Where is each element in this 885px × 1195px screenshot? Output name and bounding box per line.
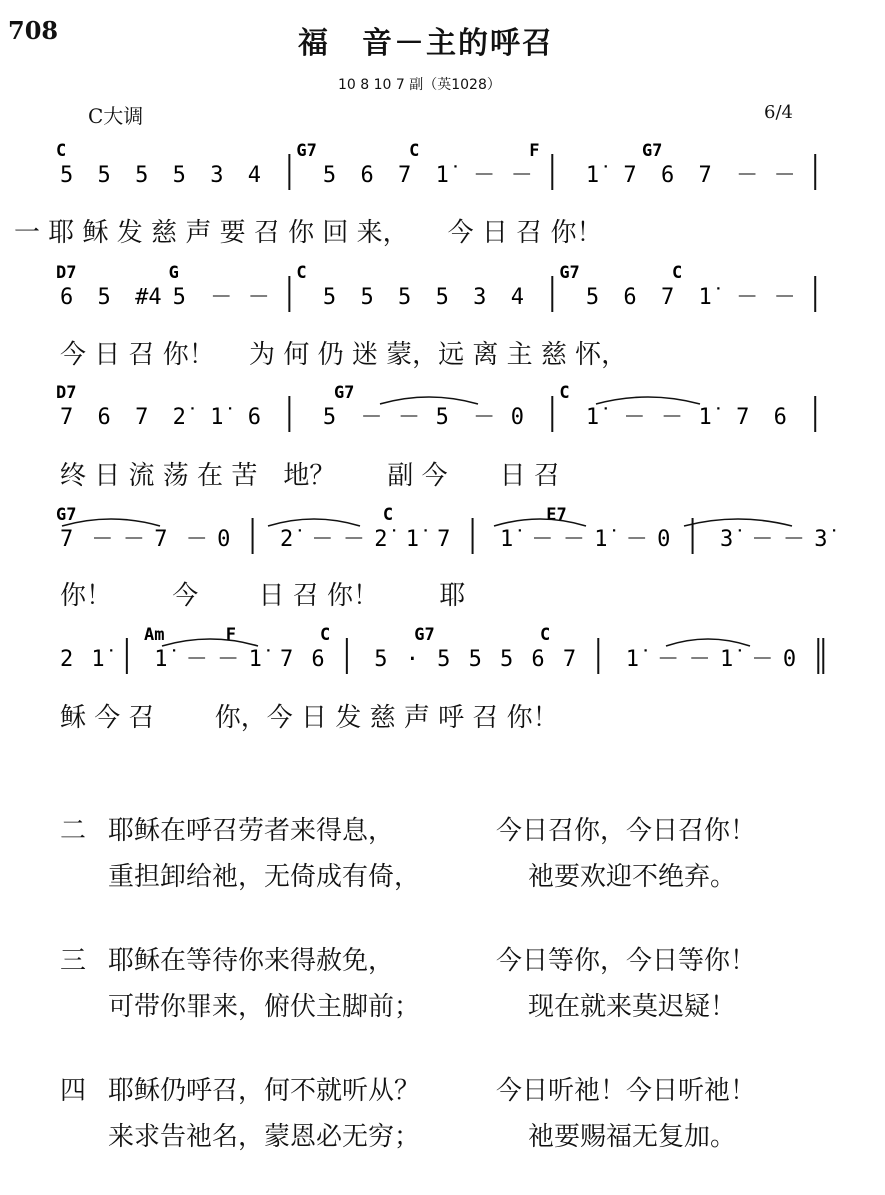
note: － (311, 527, 334, 552)
verse-line: 祂要欢迎不绝弃。 (528, 862, 737, 892)
hymn-number: 708 (8, 16, 59, 45)
note: － (736, 163, 759, 188)
chord-symbol: D7 (56, 383, 77, 403)
key-signature: C大调 (88, 104, 144, 128)
chord-symbol: F (529, 141, 540, 161)
note: － (751, 527, 774, 552)
note: － (210, 285, 233, 310)
note: － (360, 405, 383, 430)
note: #4 (135, 285, 162, 310)
note: 1̇ (720, 647, 734, 672)
note: 5 (172, 285, 186, 310)
verse-number: 三 (60, 946, 87, 976)
note: 1̇ (405, 527, 419, 552)
note: 1̇ (435, 163, 449, 188)
chord-symbol: E7 (546, 505, 567, 525)
note: 5 (468, 647, 482, 672)
slur-arc (62, 519, 160, 526)
note: － (342, 527, 365, 552)
note: 7 (437, 527, 451, 552)
note: 5 (435, 285, 449, 310)
note: 5 (585, 285, 600, 310)
note: 1̇ (585, 405, 600, 430)
note: － (688, 647, 711, 672)
note: 3̇ (814, 527, 828, 552)
chord-symbol: C (559, 383, 570, 403)
note: 0 (217, 527, 231, 552)
slur-arc (666, 639, 750, 646)
note: 2̇ (172, 405, 186, 430)
note: 5 (322, 285, 337, 310)
verse-line: 今日听祂！今日听祂！ (496, 1076, 757, 1106)
chord-symbol: F (225, 625, 236, 645)
note: 3 (473, 285, 487, 310)
verse-line: 耶稣在呼召劳者来得息， (108, 816, 395, 846)
note: 6 (60, 285, 74, 310)
note: 5 (437, 647, 451, 672)
note: 1̇ (625, 647, 639, 672)
verse-line: 重担卸给祂，无倚成有倚， (108, 862, 421, 892)
note: 1̇ (210, 405, 224, 430)
lyric-line: 今 日 召 你！ 为 何 仍 迷 蒙，远 离 主 慈 怀， (60, 340, 628, 370)
note: 3̇ (720, 527, 734, 552)
note: － (751, 647, 774, 672)
note: 5 (500, 647, 514, 672)
verse-line: 现在就来莫迟疑！ (528, 992, 737, 1022)
note: 5 (322, 405, 337, 430)
verse-line: 来求告祂名，蒙恩必无穷； (108, 1122, 421, 1152)
note: － (510, 163, 533, 188)
note: 7 (398, 163, 412, 188)
verse-line: 可带你罪来，俯伏主脚前； (108, 992, 421, 1022)
verse-number: 四 (60, 1076, 87, 1106)
note: 2̇ (280, 527, 294, 552)
chord-symbol: G7 (414, 625, 435, 645)
note: 5 (135, 163, 149, 188)
note: 2 (60, 647, 74, 672)
note: 0 (510, 405, 524, 430)
time-signature: 6/4 (764, 102, 793, 123)
chord-symbol: C (540, 625, 551, 645)
verse-line: 祂要赐福无复加。 (528, 1122, 737, 1152)
note: 1̇ (698, 285, 712, 310)
note: 5 (97, 163, 111, 188)
note: 0 (782, 647, 797, 672)
verse-line: 耶稣仍呼召，何不就听从？ (108, 1076, 421, 1106)
note: － (185, 527, 208, 552)
chord-symbol: Am (144, 625, 165, 645)
slur-arc (162, 639, 258, 646)
lyric-line: 终 日 流 荡 在 苦 地？ 副 今 日 召 (60, 461, 560, 491)
note: － (473, 163, 496, 188)
slur-arc (380, 397, 478, 404)
chord-symbol: G7 (56, 505, 77, 525)
note: － (398, 405, 421, 430)
note: － (473, 405, 496, 430)
chord-symbol: C (382, 505, 394, 525)
lyric-line: 你！ 今 日 召 你！ 耶 (60, 581, 466, 611)
note: － (91, 527, 114, 552)
note: － (736, 285, 759, 310)
note: 6 (531, 647, 545, 672)
note: 7 (60, 405, 74, 430)
note: 6 (247, 405, 262, 430)
note: 7 (135, 405, 149, 430)
slur-arc (684, 519, 792, 526)
chord-symbol: D7 (56, 263, 77, 283)
slur-arc (268, 519, 360, 526)
note: 3 (210, 163, 224, 188)
note: － (625, 527, 648, 552)
note: 7 (154, 527, 168, 552)
note: 1̇ (248, 647, 262, 672)
slur-arc (494, 519, 586, 526)
note: － (247, 285, 270, 310)
note: 1̇ (594, 527, 608, 552)
note: 7 (60, 527, 74, 552)
note: 7 (698, 163, 712, 188)
note: 7 (623, 163, 637, 188)
note: － (773, 163, 796, 188)
note: － (185, 647, 208, 672)
chord-symbol: C (320, 625, 331, 645)
chord-symbol: C (56, 141, 67, 161)
note: · (405, 647, 419, 672)
chord-symbol: G7 (333, 383, 355, 403)
note: 6 (660, 163, 675, 188)
note: 6 (311, 647, 325, 672)
note: 6 (97, 405, 111, 430)
note: 6 (773, 405, 787, 430)
chord-symbol: C (409, 141, 420, 161)
hymn-title: 福 音－主的呼召 (298, 26, 554, 61)
note: － (657, 647, 680, 672)
note: － (122, 527, 145, 552)
verse-number: 二 (60, 816, 87, 846)
lyric-line: 稣 今 召 你，今 日 发 慈 声 呼 召 你！ (60, 703, 559, 733)
note: 5 (60, 163, 74, 188)
note: 5 (435, 405, 449, 430)
note: 6 (623, 285, 637, 310)
note: 4 (247, 163, 262, 188)
note: － (773, 285, 796, 310)
note: 5 (374, 647, 388, 672)
note: 7 (736, 405, 750, 430)
note: 0 (657, 527, 671, 552)
meter-line: 10 8 10 7 副（英1028） (338, 77, 501, 93)
note: 7 (280, 647, 294, 672)
note: 1̇ (585, 163, 600, 188)
note: 2̇ (374, 527, 388, 552)
chord-symbol: C (296, 263, 307, 283)
note: 5 (172, 163, 186, 188)
note: 1̇ (91, 647, 105, 672)
verse-line: 今日等你，今日等你！ (496, 946, 757, 976)
note: 1̇ (154, 647, 168, 672)
note: － (660, 405, 683, 430)
note: 1̇ (500, 527, 514, 552)
chord-symbol: G7 (296, 141, 317, 161)
note: 4 (510, 285, 524, 310)
note: 6 (360, 163, 374, 188)
chord-symbol: G7 (641, 141, 663, 161)
lyric-line: 一 耶 稣 发 慈 声 要 召 你 回 来， 今 日 召 你！ (14, 218, 603, 248)
note: － (217, 647, 240, 672)
note: 5 (97, 285, 111, 310)
note: － (623, 405, 646, 430)
verse-line: 今日召你，今日召你！ (496, 816, 757, 846)
chord-symbol: G7 (559, 263, 580, 283)
note: 1̇ (698, 405, 712, 430)
chord-symbol: G (168, 263, 179, 283)
slur-arc (596, 397, 700, 404)
note: 7 (660, 285, 675, 310)
note: 5 (398, 285, 412, 310)
note: 5 (322, 163, 337, 188)
note: － (531, 527, 554, 552)
chord-symbol: C (672, 263, 683, 283)
verse-line: 耶稣在等待你来得赦免， (108, 946, 395, 976)
note: － (562, 527, 585, 552)
note: 7 (562, 647, 577, 672)
note: 5 (360, 285, 374, 310)
note: － (782, 527, 805, 552)
